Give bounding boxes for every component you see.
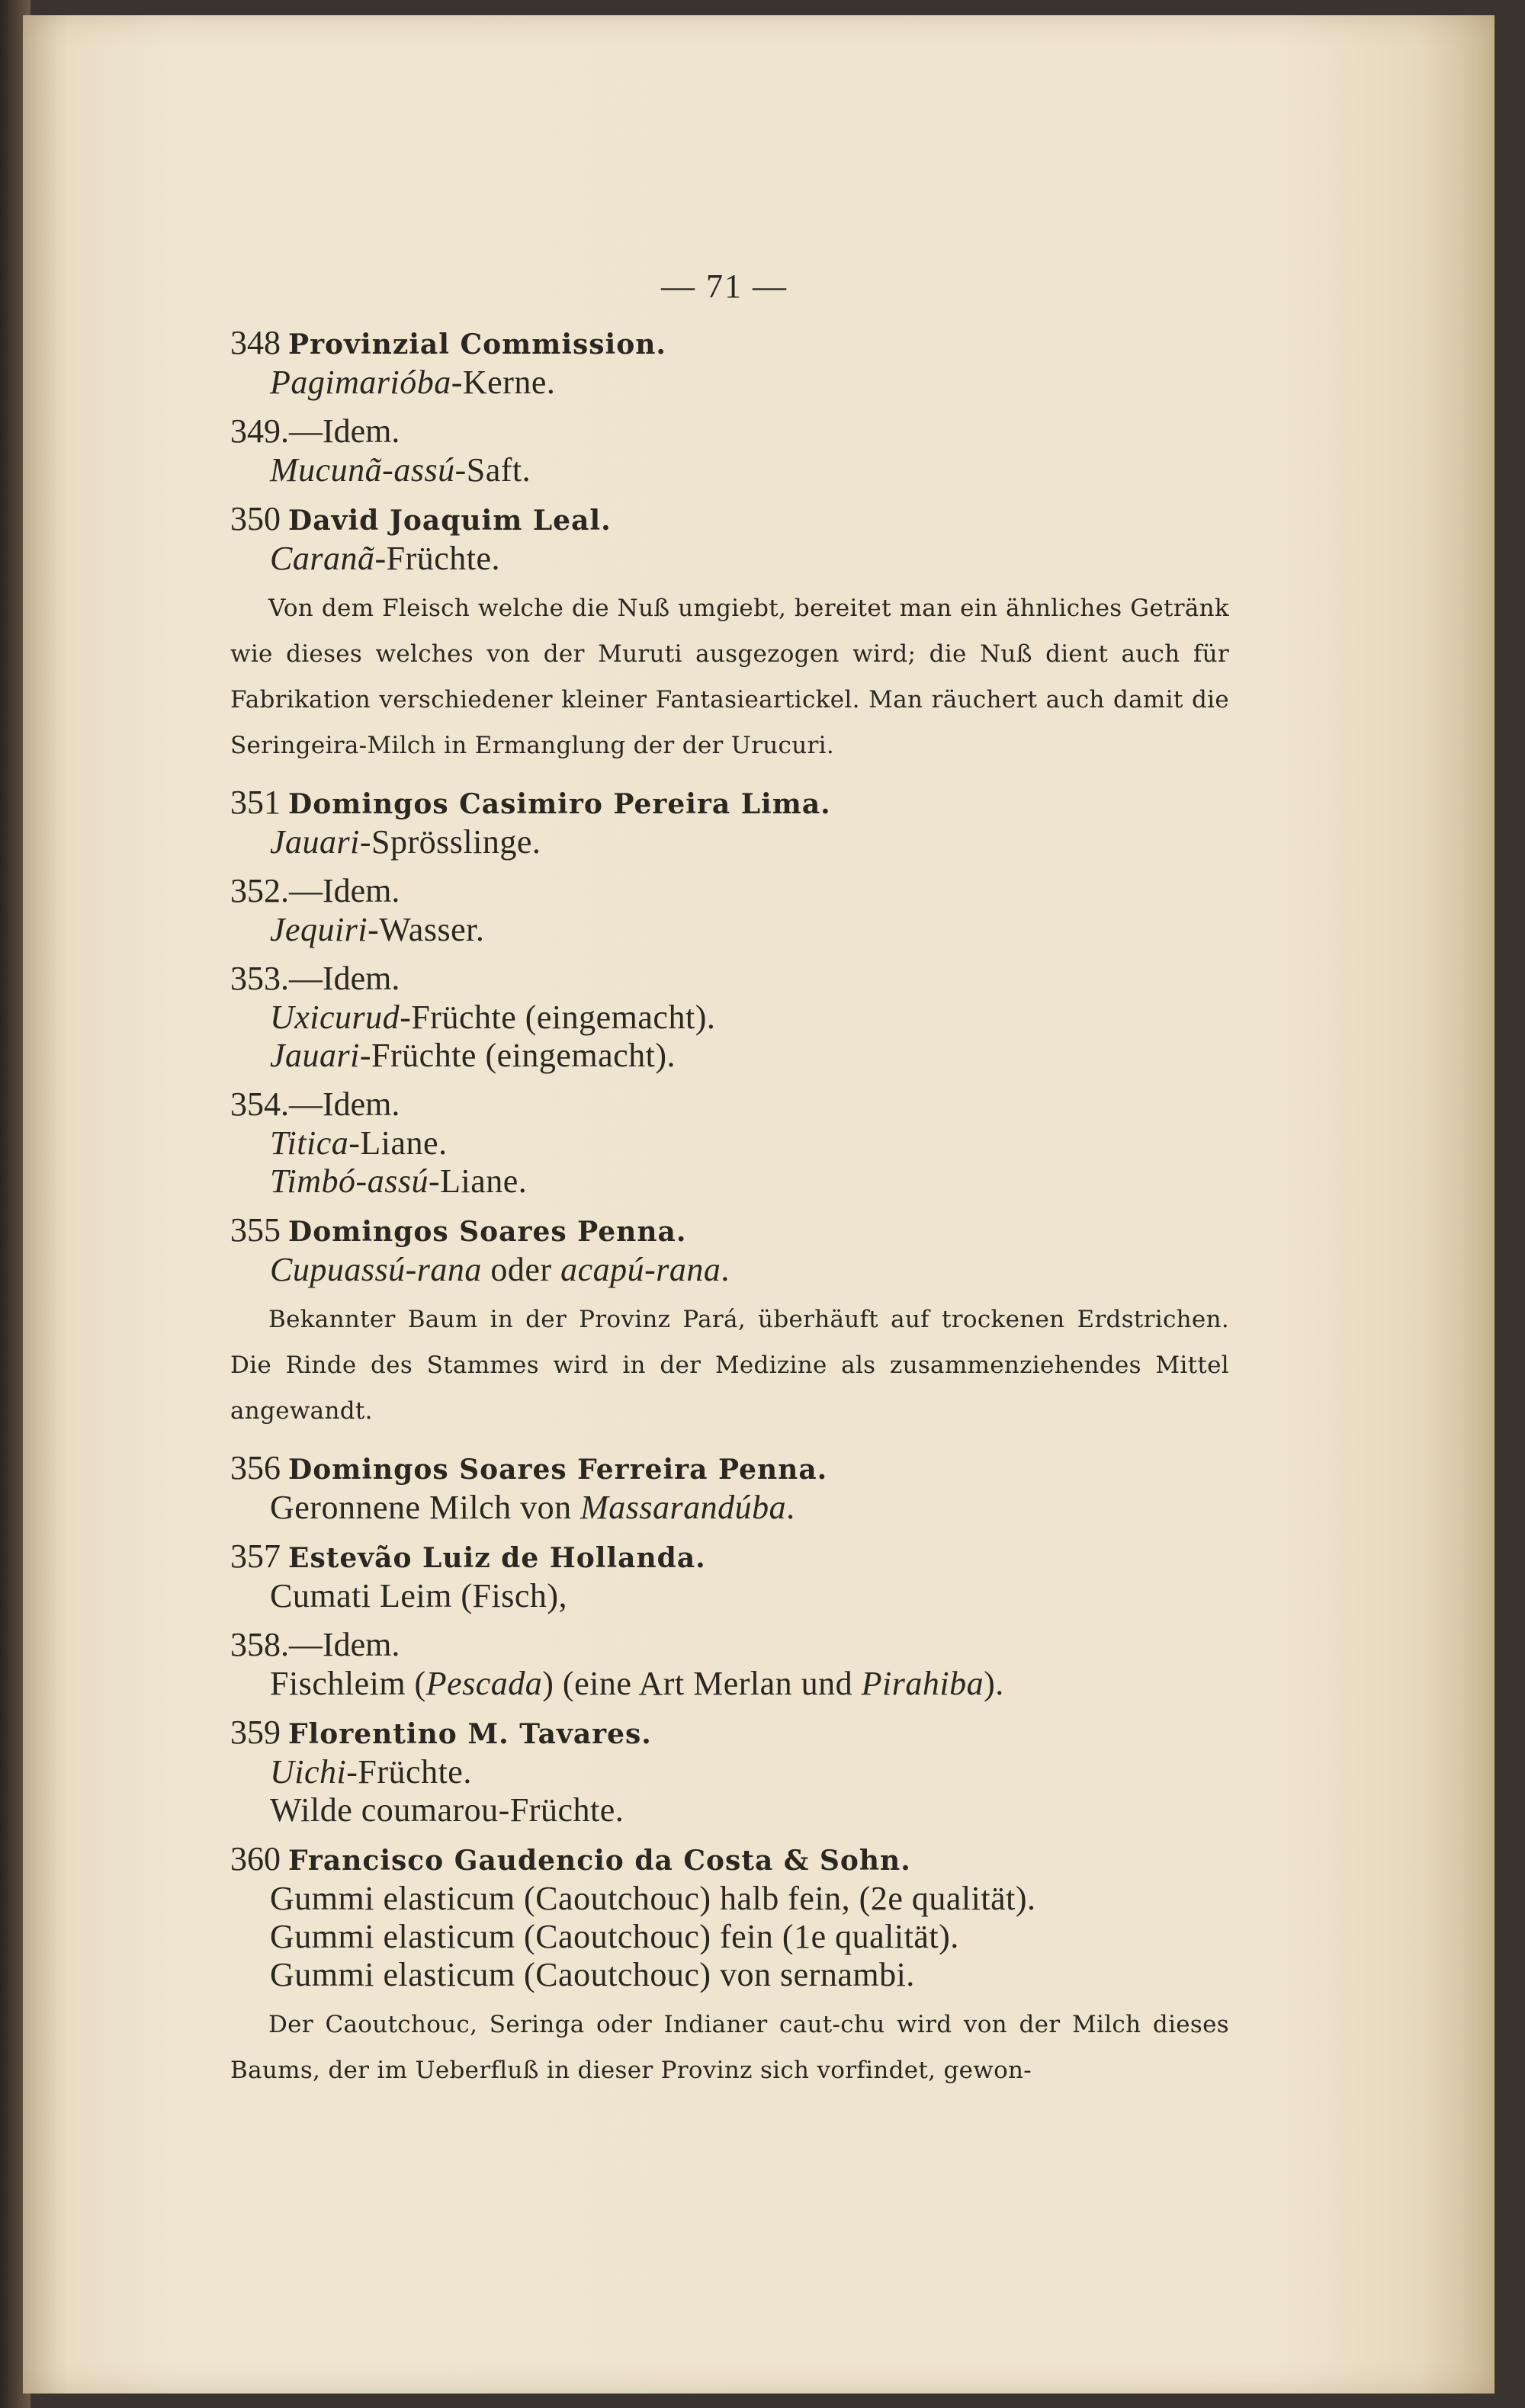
exhibit-item	[230, 1753, 1229, 1791]
catalog-entry	[230, 960, 1229, 1075]
entry-heading	[230, 1085, 1229, 1124]
catalog-entry	[230, 1626, 1229, 1703]
entry-number: 359	[230, 1714, 281, 1751]
exhibit-item	[230, 999, 1229, 1037]
entry-note: Der Caoutchouc, Seringa oder Indianer caut-chu wird von der Milch dieses Baums, der im Ueberfluß in dieser Provinz sich vorfindet, gewon-	[230, 2011, 1229, 2084]
item-species: Titica	[270, 1124, 349, 1162]
exhibit-item	[230, 451, 1229, 489]
catalog-entry	[230, 412, 1229, 489]
entry-heading	[230, 960, 1229, 999]
exhibitor-name: Francisco Gaudencio da Costa & Sohn.	[288, 1845, 911, 1877]
exhibitor-name: Estevão Luiz de Hollanda.	[288, 1542, 706, 1574]
item-species: Timbó-assú	[270, 1162, 429, 1200]
exhibit-item	[230, 1880, 1229, 1918]
entry-number: 358.—Idem.	[230, 1626, 400, 1663]
item-text: Gummi elasticum (Caoutchouc) halb fein, (2e qualität).	[270, 1880, 1036, 1917]
item-species: Pagimarióba	[270, 364, 451, 401]
item-text: Gummi elasticum (Caoutchouc) von sernambi.	[270, 1956, 915, 1993]
item-text: -Früchte.	[374, 540, 501, 577]
exhibit-item	[230, 1489, 1229, 1527]
entry-heading	[230, 1626, 1229, 1665]
catalog-entry	[230, 1537, 1229, 1615]
item-species: Caranã	[270, 540, 375, 577]
item-text: -Früchte.	[346, 1753, 472, 1791]
entry-note: Bekannter Baum in der Provinz Pará, überhäuft auf trockenen Erdstrichen. Die Rinde des Stammes wird in der Medizine als zusammenziehendes Mittel angewandt.	[230, 1306, 1229, 1425]
item-species: Jauari	[270, 1037, 360, 1074]
entry-number: 353.—Idem.	[230, 960, 400, 997]
entry-number: 348	[230, 324, 281, 361]
exhibit-item	[230, 911, 1229, 949]
entry-number: 352.—Idem.	[230, 872, 400, 909]
entry-heading	[230, 412, 1229, 451]
exhibitor-name: Domingos Soares Ferreira Penna.	[288, 1454, 828, 1486]
entry-number: 360	[230, 1840, 281, 1877]
exhibit-item	[230, 1251, 1229, 1289]
exhibit-item	[230, 1956, 1229, 1994]
exhibit-item	[230, 1791, 1229, 1829]
catalog-entry	[230, 784, 1229, 861]
exhibit-item	[230, 823, 1229, 861]
catalog-entry	[230, 324, 1229, 402]
page-number: — 71 —	[661, 268, 788, 305]
exhibit-item	[230, 1665, 1229, 1703]
entry-number: 357	[230, 1537, 281, 1575]
entry-heading	[230, 1449, 1229, 1489]
item-species: Uxicurud	[270, 999, 400, 1036]
exhibit-item	[230, 364, 1229, 402]
catalog-entry	[230, 500, 1229, 768]
entry-heading	[230, 1211, 1229, 1251]
entry-number: 351	[230, 784, 281, 821]
item-text: .	[721, 1251, 730, 1288]
entry-heading	[230, 872, 1229, 911]
item-text: ).	[984, 1665, 1004, 1702]
item-text: -Saft.	[454, 451, 531, 489]
exhibit-item	[230, 540, 1229, 578]
catalog-entry	[230, 1449, 1229, 1527]
item-species: Jequiri	[270, 911, 368, 948]
entry-heading	[230, 1840, 1229, 1880]
item-text: -Wasser.	[368, 911, 485, 948]
entry-heading	[230, 784, 1229, 823]
item-text: -Liane.	[428, 1162, 528, 1200]
item-species: Jauari	[270, 823, 360, 861]
catalog-entry	[230, 1211, 1229, 1434]
catalog-entry	[230, 872, 1229, 949]
exhibitor-name: David Joaquim Leal.	[288, 505, 612, 537]
catalog-entry	[230, 1840, 1229, 2093]
item-text: Gummi elasticum (Caoutchouc) fein (1e qualität).	[270, 1918, 959, 1955]
item-species: Massarandúba	[580, 1489, 787, 1526]
exhibit-item	[230, 1577, 1229, 1615]
exhibit-item	[230, 1037, 1229, 1075]
item-species: Pescada	[425, 1665, 543, 1702]
exhibit-item	[230, 1124, 1229, 1162]
exhibit-item	[230, 1918, 1229, 1956]
item-text: Wilde coumarou-Früchte.	[270, 1791, 624, 1829]
exhibitor-name: Domingos Casimiro Pereira Lima.	[288, 788, 831, 820]
exhibitor-name: Domingos Soares Penna.	[288, 1216, 687, 1248]
item-species: acapú-rana	[560, 1251, 721, 1288]
entry-heading	[230, 1714, 1229, 1753]
item-text: -Kerne.	[451, 364, 556, 401]
item-text: Cumati Leim (Fisch),	[270, 1577, 568, 1614]
item-text: .	[786, 1489, 795, 1526]
entry-note: Von dem Fleisch welche die Nuß umgiebt, bereitet man ein ähnliches Getränk wie dieses welches von der Muruti ausgezogen wird; die Nuß dient auch für Fabrikation verschiedener kleiner Fantasieartickel. Man räuchert auch damit die Seringeira-Milch in Ermanglung der der Urucuri.	[230, 595, 1229, 759]
exhibitor-name: Provinzial Commission.	[288, 329, 666, 361]
item-text: ) (eine Art Merlan und	[542, 1665, 862, 1702]
entry-heading	[230, 324, 1229, 364]
item-species: Mucunã-assú	[270, 451, 455, 489]
item-species: Cupuassú-rana	[270, 1251, 482, 1288]
entry-number: 350	[230, 500, 281, 537]
item-species: Pirahiba	[861, 1665, 984, 1702]
entry-number: 356	[230, 1449, 281, 1486]
item-text: Geronnene Milch von	[270, 1489, 581, 1526]
item-species: Uichi	[270, 1753, 347, 1791]
item-text: -Früchte (eingemacht).	[400, 999, 716, 1036]
item-text: oder	[481, 1251, 561, 1288]
entry-number: 354.—Idem.	[230, 1085, 400, 1123]
entry-number: 355	[230, 1211, 281, 1249]
item-text: -Sprösslinge.	[359, 823, 541, 861]
entry-heading	[230, 500, 1229, 540]
entry-number: 349.—Idem.	[230, 412, 400, 450]
item-text: Fischleim (	[270, 1665, 426, 1702]
entry-heading	[230, 1537, 1229, 1577]
catalog-entries	[230, 324, 1229, 2108]
catalog-entry	[230, 1714, 1229, 1829]
item-text: -Früchte (eingemacht).	[359, 1037, 676, 1074]
item-text: -Liane.	[348, 1124, 448, 1162]
exhibit-item	[230, 1162, 1229, 1201]
exhibitor-name: Florentino M. Tavares.	[288, 1718, 652, 1750]
catalog-entry	[230, 1085, 1229, 1201]
